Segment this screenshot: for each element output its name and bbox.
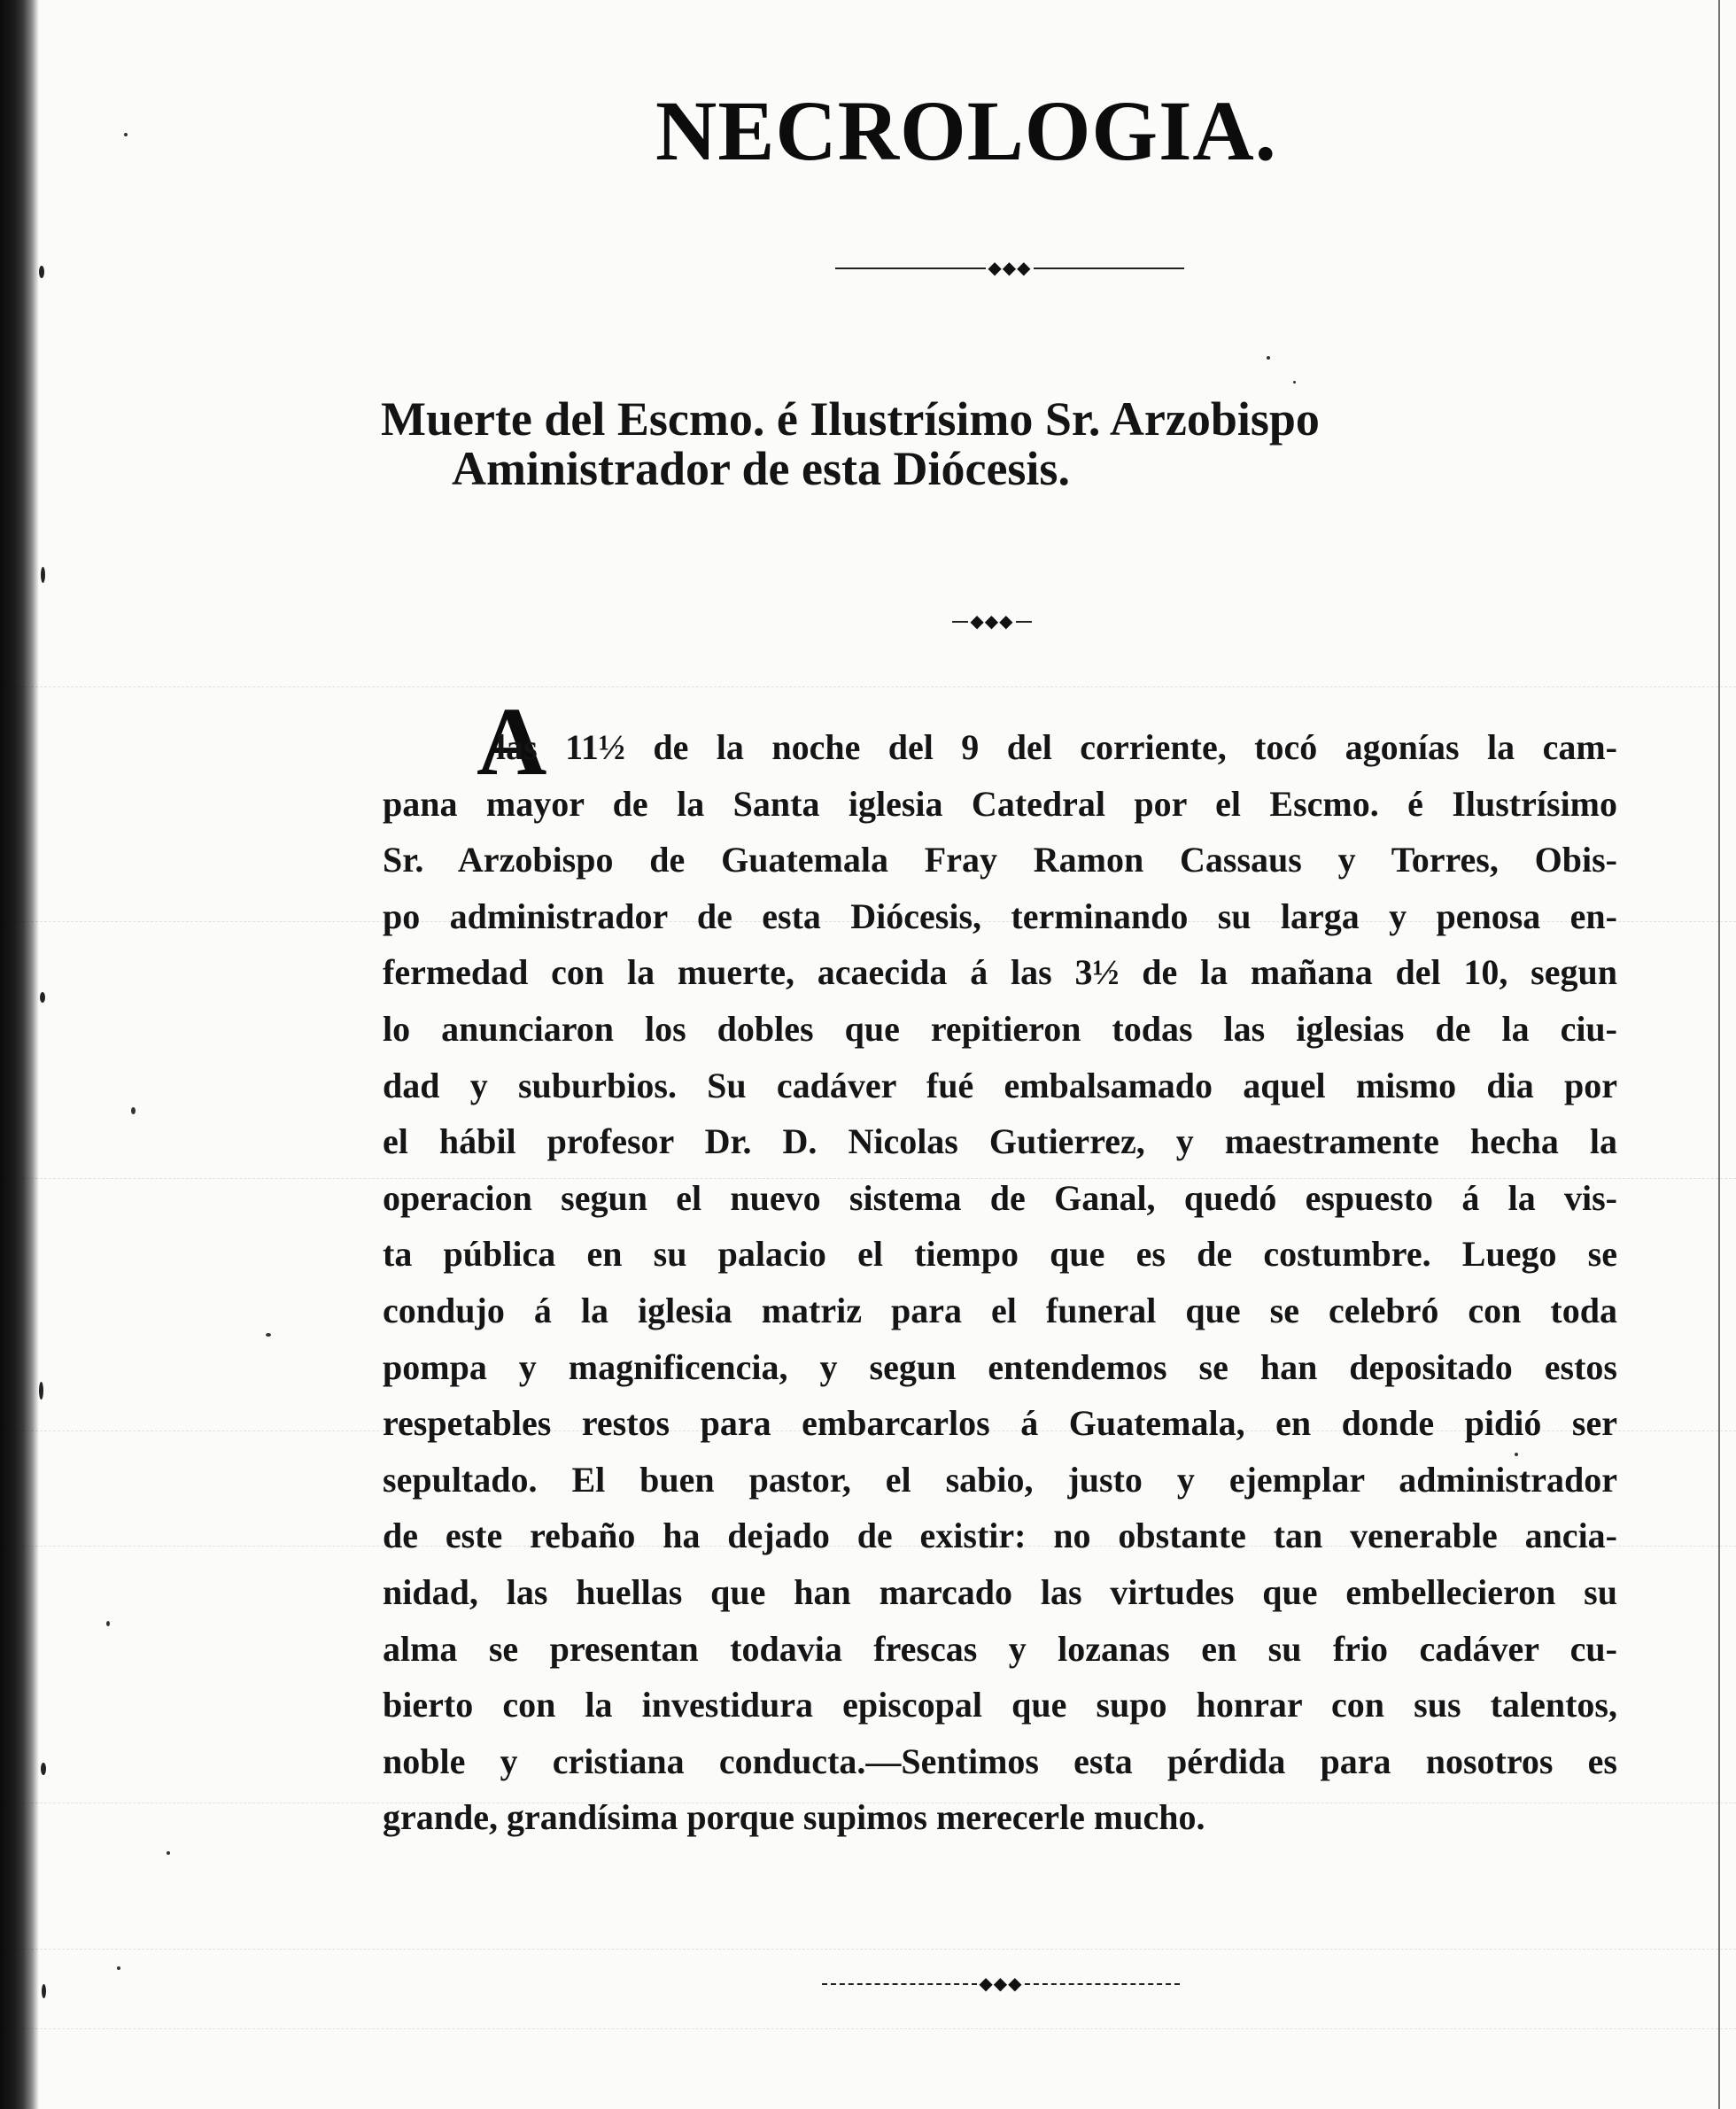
ornament-rule [835,268,986,269]
ornament-rule [1034,268,1184,269]
article-heading [381,394,1639,493]
ornament-divider-bottom [815,1975,1187,1993]
binding-speck [39,1382,43,1400]
body-line: sepultado. El buen pastor, el sabio, justo y ejemplar administrador [383,1459,1617,1500]
print-noise [117,1966,120,1970]
body-line: nidad, las huellas que han marcado las virtudes que embellecieron su [383,1571,1617,1612]
body-line: de este rebaño ha dejado de existir: no obstante tan venerable ancia- [383,1516,1617,1556]
binding-speck [39,266,44,278]
article-body [383,719,1617,1846]
print-noise [1293,381,1296,384]
ornament-rule [822,1983,977,1985]
body-line: grande, grandísima porque supimos merecerle mucho. [383,1797,1205,1838]
ornament-rule [952,621,968,623]
binding-shadow [0,0,39,2109]
body-line: respetables restos para embarcarlos á Guatemala, en donde pidió ser [383,1403,1617,1444]
binding-speck [41,1763,46,1775]
print-noise [124,133,128,136]
body-line: condujo á la iglesia matriz para el funeral que se celebró con toda [383,1290,1617,1330]
article-heading-line-2: Aministrador de esta Diócesis. [452,442,1070,495]
ornament-diamond-icon: ◆◆◆ [970,612,1014,632]
binding-speck [40,992,45,1003]
body-line: noble y cristiana conducta.—Sentimos esta pérdida para nosotros es [383,1741,1617,1781]
ornament-divider-middle [939,613,1045,631]
binding-speck [41,567,45,583]
body-line: operacion segun el nuevo sistema de Ganal, quedó espuesto á la vis- [383,1177,1617,1218]
article-heading-line-1: Muerte del Escmo. é Ilustrísimo Sr. Arzobispo [381,392,1320,446]
ornament-diamond-icon: ◆◆◆ [979,1974,1023,1994]
scan-line [0,2028,1736,2030]
body-line: pompa y magnificencia, y segun entendemos se han depositado estos [383,1346,1617,1387]
page-title: NECROLOGIA. [655,83,1277,178]
page-right-edge [1718,0,1720,2109]
print-noise [1267,356,1270,360]
body-line: Sr. Arzobispo de Guatemala Fray Ramon Cassaus y Torres, Obis- [383,840,1617,880]
print-noise [266,1333,271,1337]
scan-line [0,1949,1736,1950]
print-noise [106,1621,110,1626]
body-line: fermedad con la muerte, acaecida á las 3½ de la mañana del 10, segun [383,952,1617,993]
body-line: ta pública en su palacio el tiempo que es de costumbre. Luego se [383,1234,1617,1275]
scan-line [0,686,1736,688]
ornament-rule [1025,1983,1180,1985]
ornament-rule [1016,621,1032,623]
body-line: alma se presentan todavia frescas y lozanas en su frio cadáver cu- [383,1628,1617,1669]
body-line: bierto con la investidura episcopal que supo honrar con sus talentos, [383,1685,1617,1725]
body-line: dad y suburbios. Su cadáver fué embalsamado aquel mismo dia por [383,1065,1617,1105]
body-line: lo anunciaron los dobles que repitieron todas las iglesias de la ciu- [383,1008,1617,1049]
ornament-divider-top [833,260,1187,277]
body-line: pana mayor de la Santa iglesia Catedral por el Escmo. é Ilustrísimo [383,783,1617,824]
body-line: el hábil profesor Dr. D. Nicolas Gutierrez, y maestramente hecha la [383,1121,1617,1162]
body-line: las 11½ de la noche del 9 del corriente, tocó agonías la cam- [496,727,1617,767]
binding-speck [42,1984,46,1998]
body-line: po administrador de esta Diócesis, terminando su larga y penosa en- [383,896,1617,936]
drop-cap: A [477,687,547,795]
print-noise [167,1851,170,1855]
ornament-diamond-icon: ◆◆◆ [988,259,1032,278]
print-noise [131,1107,136,1114]
